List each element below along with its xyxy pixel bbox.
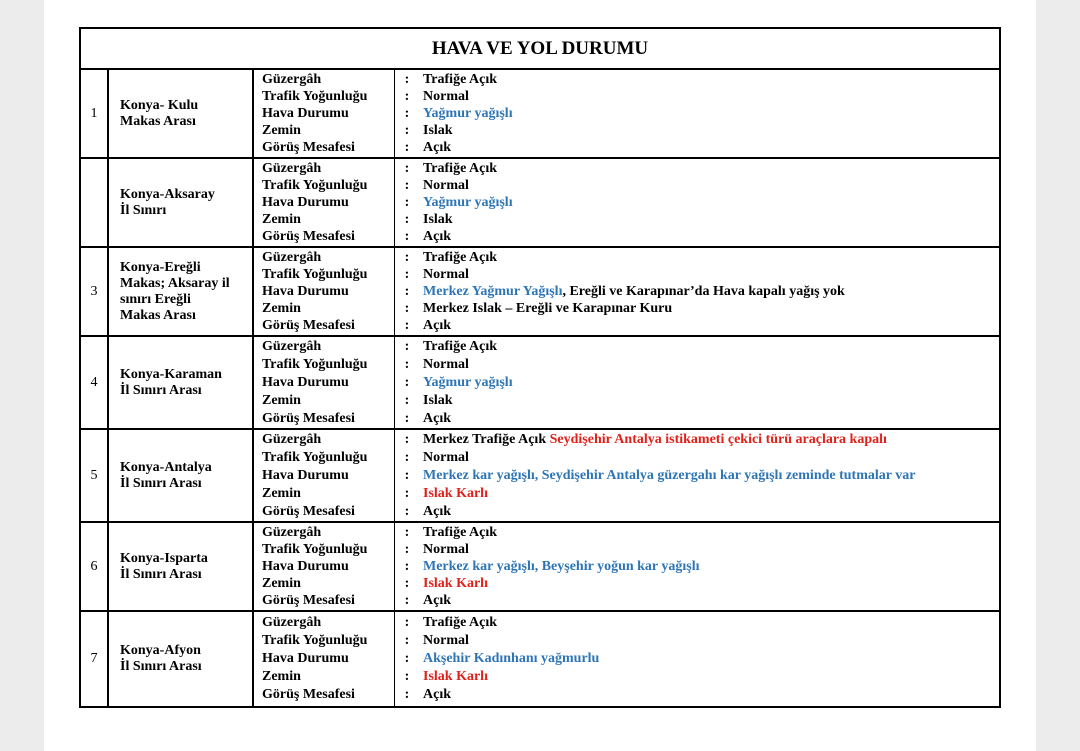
field-label: Hava Durumu bbox=[262, 651, 349, 666]
table-title: HAVA VE YOL DURUMU bbox=[80, 28, 1000, 69]
field-labels bbox=[253, 611, 395, 707]
route-line: Konya- Kulu bbox=[120, 97, 199, 113]
colon-column bbox=[395, 522, 420, 611]
value-segment: Islak bbox=[423, 123, 453, 138]
colon-separator: : bbox=[404, 89, 410, 104]
field-label: Hava Durumu bbox=[262, 467, 349, 483]
value-segment: Merkez Yağmur Yağışlı bbox=[423, 284, 563, 299]
table-row bbox=[80, 69, 1000, 158]
colon-separator: : bbox=[404, 374, 410, 390]
field-value bbox=[419, 374, 999, 392]
colon-separator: : bbox=[404, 651, 410, 666]
colon-separator: : bbox=[404, 485, 410, 501]
row-number: 7 bbox=[80, 611, 108, 707]
colon-separator: : bbox=[404, 178, 410, 193]
field-label: Trafik Yoğunluğu bbox=[262, 449, 368, 465]
table-row bbox=[80, 247, 1000, 336]
route-line: Makas Arası bbox=[120, 113, 196, 129]
route-line: İl Sınırı Arası bbox=[120, 566, 202, 582]
field-label: Güzergâh bbox=[262, 72, 322, 87]
colon-separator: : bbox=[404, 338, 410, 354]
field-values bbox=[419, 69, 1000, 158]
colon-separator: : bbox=[404, 356, 410, 372]
field-label: Güzergâh bbox=[262, 525, 322, 540]
route-line: sınırı Ereğli bbox=[120, 291, 191, 307]
field-value bbox=[419, 283, 999, 300]
field-label: Hava Durumu bbox=[262, 374, 349, 390]
route-name bbox=[108, 522, 253, 611]
field-label: Trafik Yoğunluğu bbox=[262, 356, 368, 372]
table-row bbox=[80, 522, 1000, 611]
field-label: Trafik Yoğunluğu bbox=[262, 542, 368, 557]
route-line: İl Sınırı Arası bbox=[120, 475, 202, 491]
route-line: Konya-Aksaray bbox=[120, 186, 215, 202]
colon-separator: : bbox=[404, 542, 410, 557]
field-value bbox=[419, 160, 999, 177]
field-values bbox=[419, 336, 1000, 429]
table-row bbox=[80, 611, 1000, 707]
field-label: Trafik Yoğunluğu bbox=[262, 633, 368, 648]
value-segment: Açık bbox=[423, 593, 451, 608]
colon-separator: : bbox=[404, 633, 410, 648]
field-value bbox=[419, 541, 999, 558]
title-row bbox=[80, 28, 1000, 69]
field-value bbox=[419, 592, 999, 609]
field-value bbox=[419, 467, 999, 485]
field-value bbox=[419, 614, 999, 632]
field-label: Görüş Mesafesi bbox=[262, 318, 355, 333]
field-label: Güzergâh bbox=[262, 615, 322, 630]
field-label: Trafik Yoğunluğu bbox=[262, 89, 368, 104]
value-segment: Açık bbox=[423, 318, 451, 333]
value-segment: Islak Karlı bbox=[423, 485, 488, 501]
colon-separator: : bbox=[404, 106, 410, 121]
field-label: Görüş Mesafesi bbox=[262, 503, 355, 519]
row-number: 4 bbox=[80, 336, 108, 429]
field-value bbox=[419, 686, 999, 704]
value-segment: , Ereğli ve Karapınar’da Hava kapalı yağış yok bbox=[562, 284, 845, 299]
value-segment: Açık bbox=[423, 503, 451, 519]
colon-separator: : bbox=[404, 687, 410, 702]
route-line: Makas; Aksaray il bbox=[120, 275, 230, 291]
field-value bbox=[419, 122, 999, 139]
route-line: Makas Arası bbox=[120, 307, 196, 323]
field-value bbox=[419, 338, 999, 356]
value-segment: Açık bbox=[423, 687, 451, 702]
colon-separator: : bbox=[404, 449, 410, 465]
field-label: Güzergâh bbox=[262, 161, 322, 176]
route-name bbox=[108, 69, 253, 158]
field-value bbox=[419, 650, 999, 668]
value-segment: Normal bbox=[423, 89, 469, 104]
field-value bbox=[419, 249, 999, 266]
row-number bbox=[80, 158, 108, 247]
value-segment: Normal bbox=[423, 267, 469, 282]
field-label: Görüş Mesafesi bbox=[262, 687, 355, 702]
field-value bbox=[419, 668, 999, 686]
value-segment: Trafiğe Açık bbox=[423, 615, 498, 630]
route-line: Konya-Ereğli bbox=[120, 259, 201, 275]
colon-column bbox=[395, 69, 420, 158]
value-segment: Açık bbox=[423, 140, 451, 155]
colon-column bbox=[395, 611, 420, 707]
field-labels bbox=[253, 69, 395, 158]
colon-separator: : bbox=[404, 161, 410, 176]
row-number: 1 bbox=[80, 69, 108, 158]
colon-separator: : bbox=[404, 392, 410, 408]
field-labels bbox=[253, 522, 395, 611]
value-segment: Trafiğe Açık bbox=[423, 72, 498, 87]
value-segment: Trafiğe Açık bbox=[423, 161, 498, 176]
field-value bbox=[419, 575, 999, 592]
row-number: 5 bbox=[80, 429, 108, 522]
field-value bbox=[419, 449, 999, 467]
route-line: İl Sınırı Arası bbox=[120, 382, 202, 398]
colon-separator: : bbox=[404, 212, 410, 227]
colon-separator: : bbox=[404, 503, 410, 519]
colon-separator: : bbox=[404, 615, 410, 630]
value-segment: Açık bbox=[423, 229, 451, 244]
value-segment: Açık bbox=[423, 410, 451, 426]
colon-separator: : bbox=[404, 318, 410, 333]
value-segment: Merkez kar yağışlı, Seydişehir Antalya güzergahı kar yağışlı zeminde tutmalar var bbox=[423, 467, 916, 483]
colon-separator: : bbox=[404, 140, 410, 155]
colon-separator: : bbox=[404, 669, 410, 684]
value-segment: Yağmur yağışlı bbox=[423, 195, 513, 210]
value-segment: Merkez Trafiğe Açık bbox=[423, 431, 550, 447]
field-label: Zemin bbox=[262, 669, 301, 684]
field-label: Görüş Mesafesi bbox=[262, 593, 355, 608]
field-label: Güzergâh bbox=[262, 338, 322, 354]
field-labels bbox=[253, 247, 395, 336]
field-label: Hava Durumu bbox=[262, 106, 349, 121]
colon-separator: : bbox=[404, 576, 410, 591]
colon-separator: : bbox=[404, 525, 410, 540]
field-value bbox=[419, 485, 999, 503]
colon-separator: : bbox=[404, 467, 410, 483]
route-name bbox=[108, 158, 253, 247]
field-value bbox=[419, 105, 999, 122]
colon-separator: : bbox=[404, 250, 410, 265]
field-label: Görüş Mesafesi bbox=[262, 229, 355, 244]
table-row bbox=[80, 429, 1000, 522]
route-name bbox=[108, 336, 253, 429]
field-value bbox=[419, 177, 999, 194]
field-value bbox=[419, 410, 999, 428]
colon-separator: : bbox=[404, 301, 410, 316]
field-label: Zemin bbox=[262, 485, 301, 501]
field-label: Hava Durumu bbox=[262, 559, 349, 574]
colon-separator: : bbox=[404, 559, 410, 574]
colon-separator: : bbox=[404, 267, 410, 282]
table-row bbox=[80, 336, 1000, 429]
colon-column bbox=[395, 336, 420, 429]
field-value bbox=[419, 139, 999, 156]
field-label: Trafik Yoğunluğu bbox=[262, 267, 368, 282]
field-label: Hava Durumu bbox=[262, 195, 349, 210]
table-row bbox=[80, 158, 1000, 247]
field-value bbox=[419, 71, 999, 88]
colon-separator: : bbox=[404, 284, 410, 299]
field-value bbox=[419, 88, 999, 105]
route-line: Konya-Antalya bbox=[120, 459, 212, 475]
value-segment: Normal bbox=[423, 542, 469, 557]
field-label: Zemin bbox=[262, 301, 301, 316]
colon-separator: : bbox=[404, 229, 410, 244]
field-value bbox=[419, 194, 999, 211]
value-segment: Normal bbox=[423, 633, 469, 648]
value-segment: Seydişehir Antalya istikameti çekici türü araçlara kapalı bbox=[549, 431, 887, 447]
row-number: 6 bbox=[80, 522, 108, 611]
colon-column bbox=[395, 247, 420, 336]
value-segment: Trafiğe Açık bbox=[423, 250, 498, 265]
row-number: 3 bbox=[80, 247, 108, 336]
route-name bbox=[108, 611, 253, 707]
colon-separator: : bbox=[404, 593, 410, 608]
field-value bbox=[419, 228, 999, 245]
field-label: Görüş Mesafesi bbox=[262, 410, 355, 426]
field-label: Zemin bbox=[262, 576, 301, 591]
field-value bbox=[419, 503, 999, 521]
field-value bbox=[419, 431, 999, 449]
field-value bbox=[419, 300, 999, 317]
field-label: Zemin bbox=[262, 392, 301, 408]
field-label: Hava Durumu bbox=[262, 284, 349, 299]
field-value bbox=[419, 632, 999, 650]
field-value bbox=[419, 266, 999, 283]
colon-separator: : bbox=[404, 195, 410, 210]
colon-separator: : bbox=[404, 410, 410, 426]
route-line: Konya-Karaman bbox=[120, 366, 222, 382]
route-line: Konya-Isparta bbox=[120, 550, 208, 566]
field-label: Güzergâh bbox=[262, 431, 322, 447]
colon-separator: : bbox=[404, 123, 410, 138]
field-label: Zemin bbox=[262, 212, 301, 227]
route-line: İl Sınırı Arası bbox=[120, 659, 202, 674]
field-value bbox=[419, 558, 999, 575]
route-name bbox=[108, 429, 253, 522]
value-segment: Merkez kar yağışlı, Beyşehir yoğun kar yağışlı bbox=[423, 559, 700, 574]
field-values bbox=[419, 522, 1000, 611]
value-segment: Islak bbox=[423, 392, 453, 408]
field-value bbox=[419, 356, 999, 374]
field-value bbox=[419, 317, 999, 334]
field-label: Trafik Yoğunluğu bbox=[262, 178, 368, 193]
field-labels bbox=[253, 429, 395, 522]
route-line: Konya-Afyon bbox=[120, 643, 201, 658]
value-segment: Merkez Islak – Ereğli ve Karapınar Kuru bbox=[423, 301, 673, 316]
value-segment: Yağmur yağışlı bbox=[423, 374, 513, 390]
value-segment: Islak Karlı bbox=[423, 669, 488, 684]
field-label: Görüş Mesafesi bbox=[262, 140, 355, 155]
colon-column bbox=[395, 429, 420, 522]
value-segment: Akşehir Kadınhanı yağmurlu bbox=[423, 651, 600, 666]
value-segment: Normal bbox=[423, 449, 469, 465]
field-label: Zemin bbox=[262, 123, 301, 138]
field-labels bbox=[253, 336, 395, 429]
field-values bbox=[419, 247, 1000, 336]
field-values bbox=[419, 611, 1000, 707]
value-segment: Islak Karlı bbox=[423, 576, 488, 591]
weather-road-table bbox=[79, 27, 1001, 708]
colon-separator: : bbox=[404, 72, 410, 87]
value-segment: Trafiğe Açık bbox=[423, 525, 498, 540]
field-value bbox=[419, 211, 999, 228]
field-values bbox=[419, 158, 1000, 247]
value-segment: Normal bbox=[423, 178, 469, 193]
field-value bbox=[419, 392, 999, 410]
value-segment: Islak bbox=[423, 212, 453, 227]
route-name bbox=[108, 247, 253, 336]
colon-separator: : bbox=[404, 431, 410, 447]
field-label: Güzergâh bbox=[262, 250, 322, 265]
value-segment: Trafiğe Açık bbox=[423, 338, 498, 354]
value-segment: Yağmur yağışlı bbox=[423, 106, 513, 121]
value-segment: Normal bbox=[423, 356, 469, 372]
field-value bbox=[419, 524, 999, 541]
field-values bbox=[419, 429, 1000, 522]
route-line: İl Sınırı bbox=[120, 202, 167, 218]
field-labels bbox=[253, 158, 395, 247]
colon-column bbox=[395, 158, 420, 247]
